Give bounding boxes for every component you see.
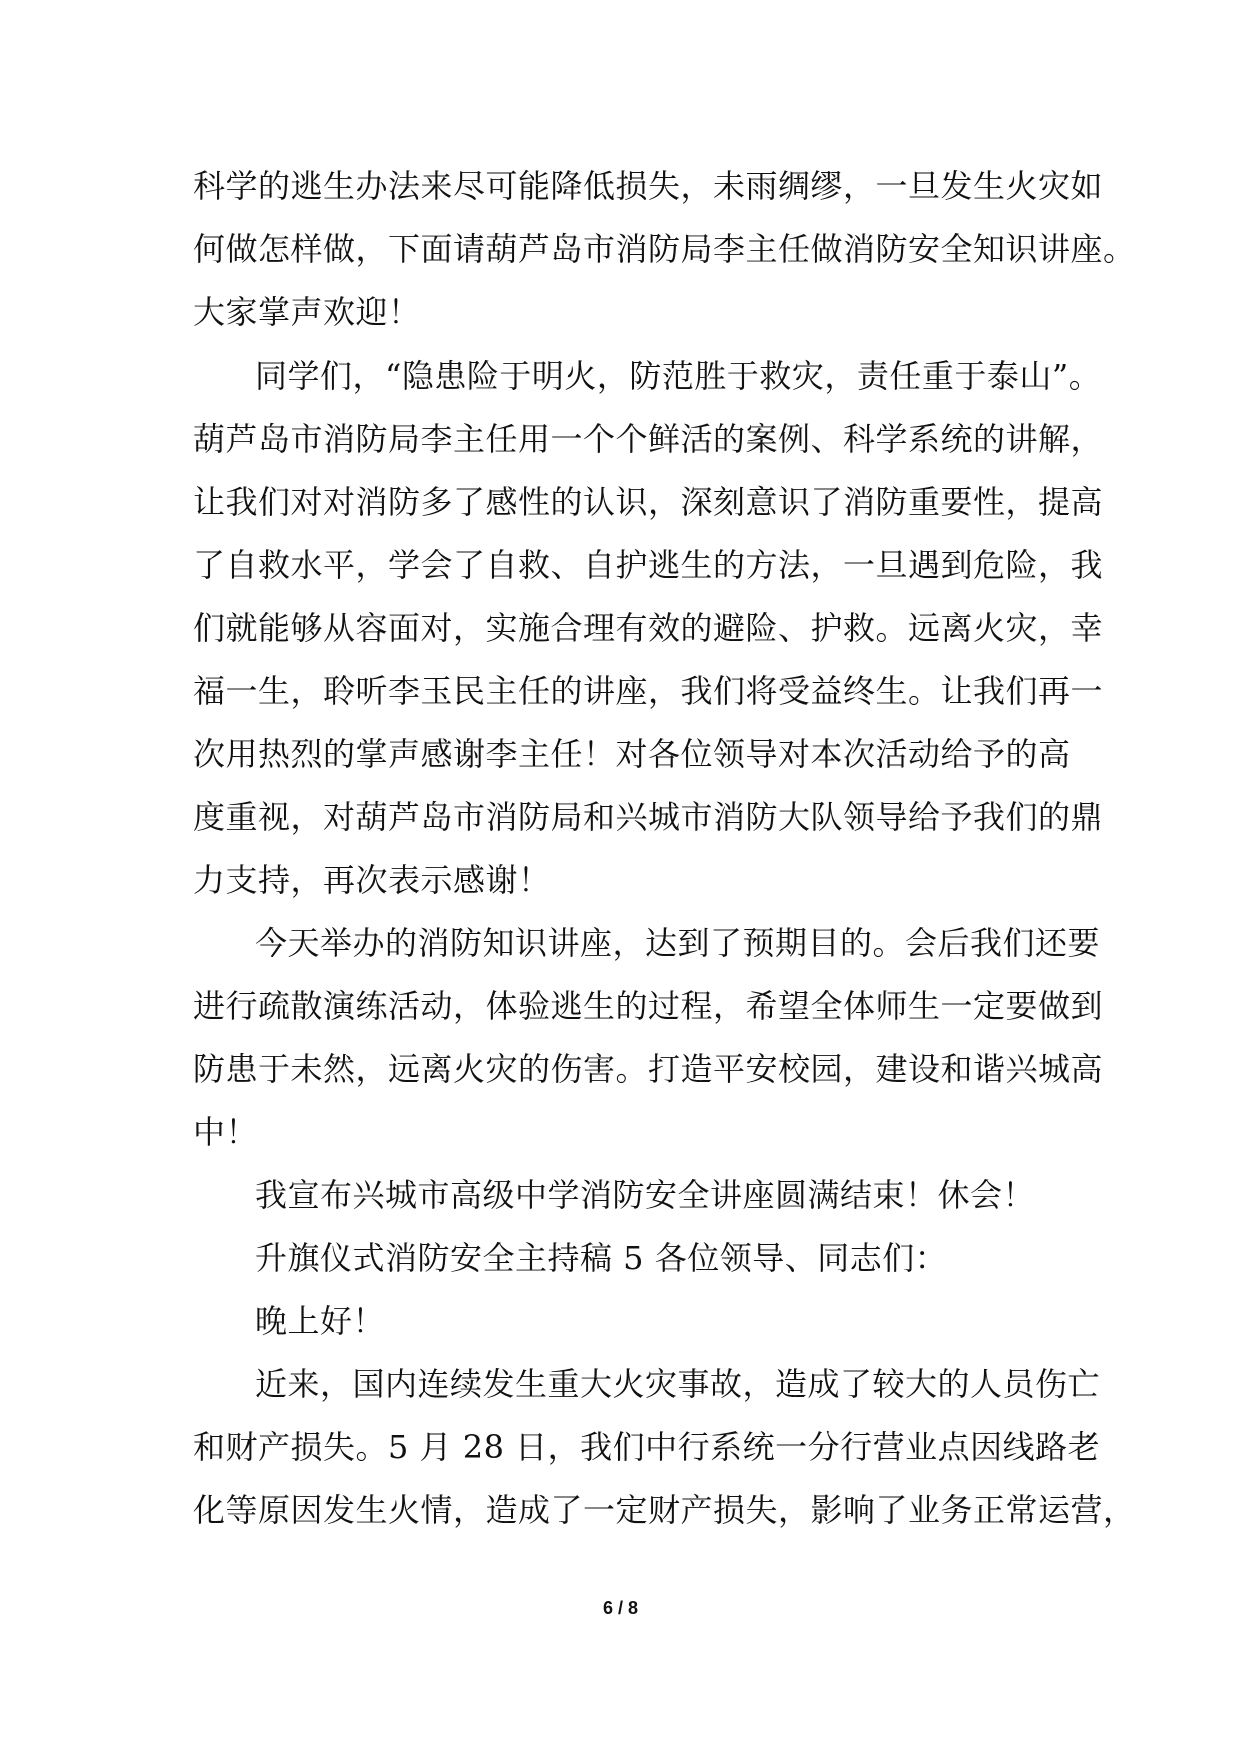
paragraph-start-line: 今天举办的消防知识讲座，达到了预期目的。会后我们还要 <box>255 924 1101 962</box>
paragraph-start-line: 同学们，“隐患险于明火，防范胜于救灾，责任重于泰山”。 <box>255 357 1102 395</box>
text-line: 福一生，聆听李玉民主任的讲座，我们将受益终生。让我们再一 <box>193 672 1104 710</box>
text-line: 力支持，再次表示感谢！ <box>193 861 551 899</box>
text-line: 中！ <box>193 1113 259 1151</box>
text-line: 防患于未然，远离火灾的伤害。打造平安校园，建设和谐兴城高 <box>193 1050 1104 1088</box>
text-line: 和财产损失。5 月 28 日，我们中行系统一分行营业点因线路老 <box>193 1428 1101 1466</box>
paragraph-start-line: 升旗仪式消防安全主持稿 5 各位领导、同志们： <box>255 1239 948 1277</box>
text-line: 化等原因发生火情，造成了一定财产损失，影响了业务正常运营， <box>193 1491 1136 1529</box>
paragraph-start-line: 晚上好！ <box>255 1302 386 1340</box>
page-number: 6 / 8 <box>602 1598 639 1618</box>
text-line: 了自救水平，学会了自救、自护逃生的方法，一旦遇到危险，我 <box>193 546 1104 584</box>
text-line: 度重视，对葫芦岛市消防局和兴城市消防大队领导给予我们的鼎 <box>193 798 1104 836</box>
paragraph-start-line: 我宣布兴城市高级中学消防安全讲座圆满结束！休会！ <box>255 1176 1036 1214</box>
text-line: 葫芦岛市消防局李主任用一个个鲜活的案例、科学系统的讲解， <box>193 420 1104 458</box>
text-line: 大家掌声欢迎！ <box>193 293 421 331</box>
text-line: 让我们对对消防多了感性的认识，深刻意识了消防重要性，提高 <box>193 483 1104 521</box>
paragraph-start-line: 近来，国内连续发生重大火灾事故，造成了较大的人员伤亡 <box>255 1365 1101 1403</box>
text-line: 们就能够从容面对，实施合理有效的避险、护救。远离火灾，幸 <box>193 609 1104 647</box>
text-line: 何做怎样做，下面请葫芦岛市消防局李主任做消防安全知识讲座。 <box>193 230 1136 268</box>
text-line: 科学的逃生办法来尽可能降低损失，未雨绸缪，一旦发生火灾如 <box>193 167 1104 205</box>
text-line: 次用热烈的掌声感谢李主任！对各位领导对本次活动给予的高 <box>193 735 1071 773</box>
text-line: 进行疏散演练活动，体验逃生的过程，希望全体师生一定要做到 <box>193 987 1104 1025</box>
